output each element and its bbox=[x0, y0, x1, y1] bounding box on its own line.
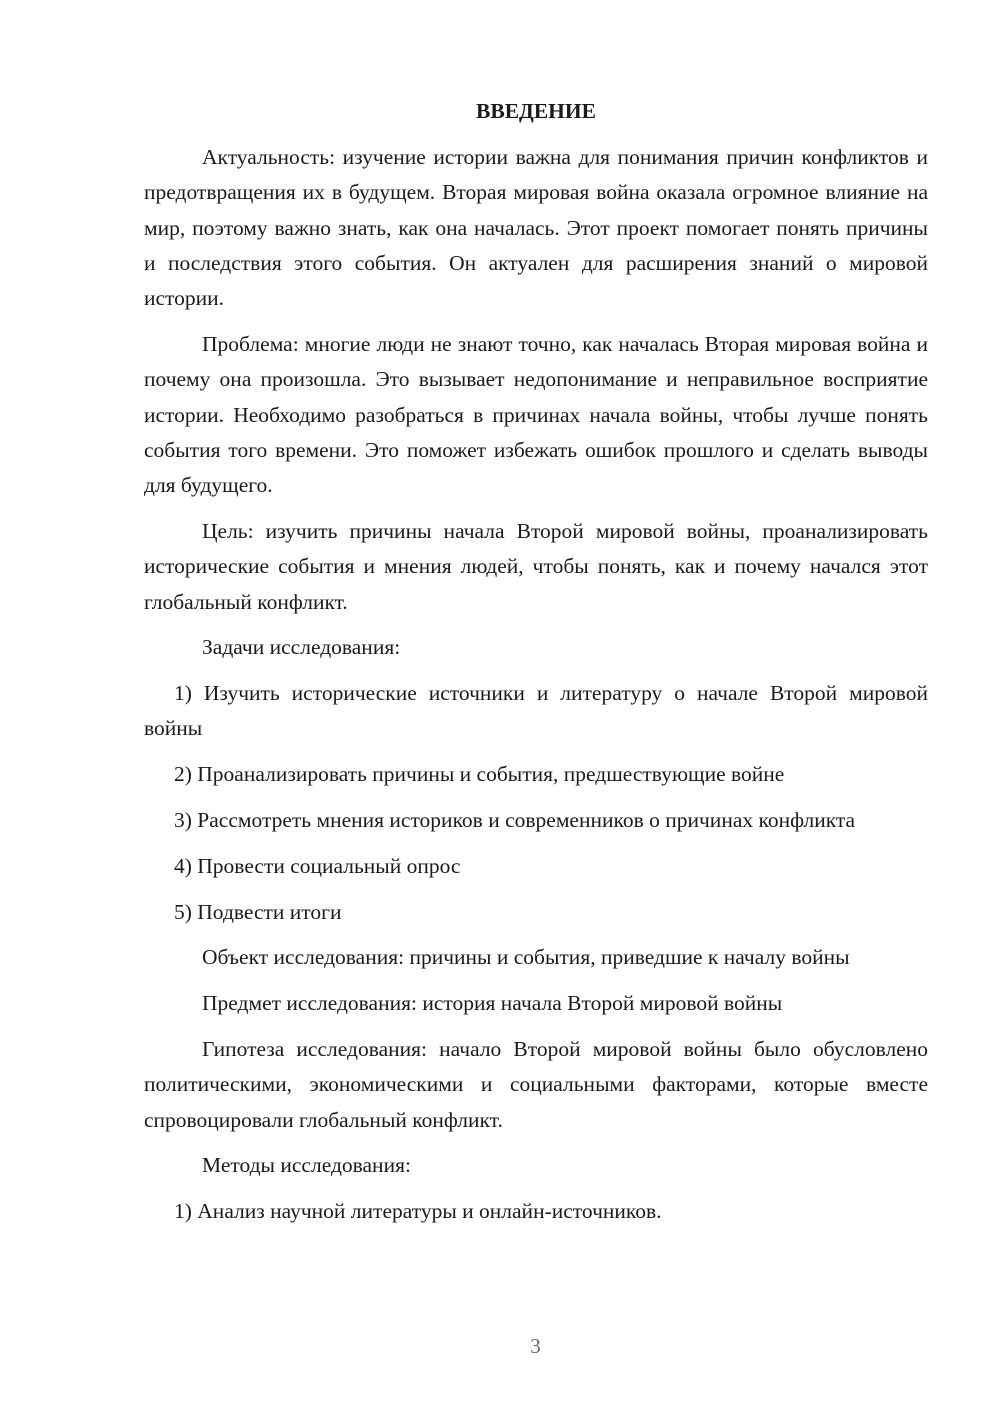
relevance-paragraph: Актуальность: изучение истории важна для понимания причин конфликтов и предотвращения их в будущем. Вторая мировая война оказала огромное влияние на мир, поэтому важно знать, как она началась. Этот проект помогает понять причины и последствия этого события. Он актуален для расширения знаний о мировой истории. bbox=[144, 145, 928, 311]
tasks-heading: Задачи исследования: bbox=[202, 635, 401, 660]
task-item: 1) Изучить исторические источники и литературу о начале Второй мировой войны bbox=[144, 681, 928, 741]
section-title: ВВЕДЕНИЕ bbox=[476, 99, 596, 123]
goal-paragraph: Цель: изучить причины начала Второй мировой войны, проанализировать исторические события и мнения людей, чтобы понять, как и почему начался этот глобальный конфликт. bbox=[144, 518, 928, 614]
task-item: 3) Рассмотреть мнения историков и современников о причинах конфликта bbox=[174, 808, 856, 833]
task-item: 5) Подвести итоги bbox=[174, 899, 342, 924]
research-hypothesis: Гипотеза исследования: начало Второй мировой войны было обусловлено политическими, экономическими и социальными факторами, которые вместе спровоцировали глобальный конфликт. bbox=[144, 1037, 928, 1132]
problem-paragraph: Проблема: многие люди не знают точно, как началась Вторая мировая война и почему она произошла. Это вызывает недопонимание и неправильное восприятие истории. Необходимо разобраться в причинах начала войны, чтобы лучше понять события того времени. Это поможет избежать ошибок прошлого и сделать выводы для будущего. bbox=[144, 331, 928, 498]
task-item: 2) Проанализировать причины и события, предшествующие войне bbox=[174, 762, 785, 787]
research-object: Объект исследования: причины и события, приведшие к началу войны bbox=[202, 945, 850, 970]
research-subject: Предмет исследования: история начала Второй мировой войны bbox=[202, 991, 783, 1016]
page-number: 3 bbox=[530, 1334, 541, 1358]
document-body bbox=[144, 94, 928, 1240]
method-item: 1) Анализ научной литературы и онлайн-источников. bbox=[174, 1199, 662, 1224]
task-item: 4) Провести социальный опрос bbox=[174, 853, 461, 878]
methods-heading: Методы исследования: bbox=[202, 1153, 411, 1178]
